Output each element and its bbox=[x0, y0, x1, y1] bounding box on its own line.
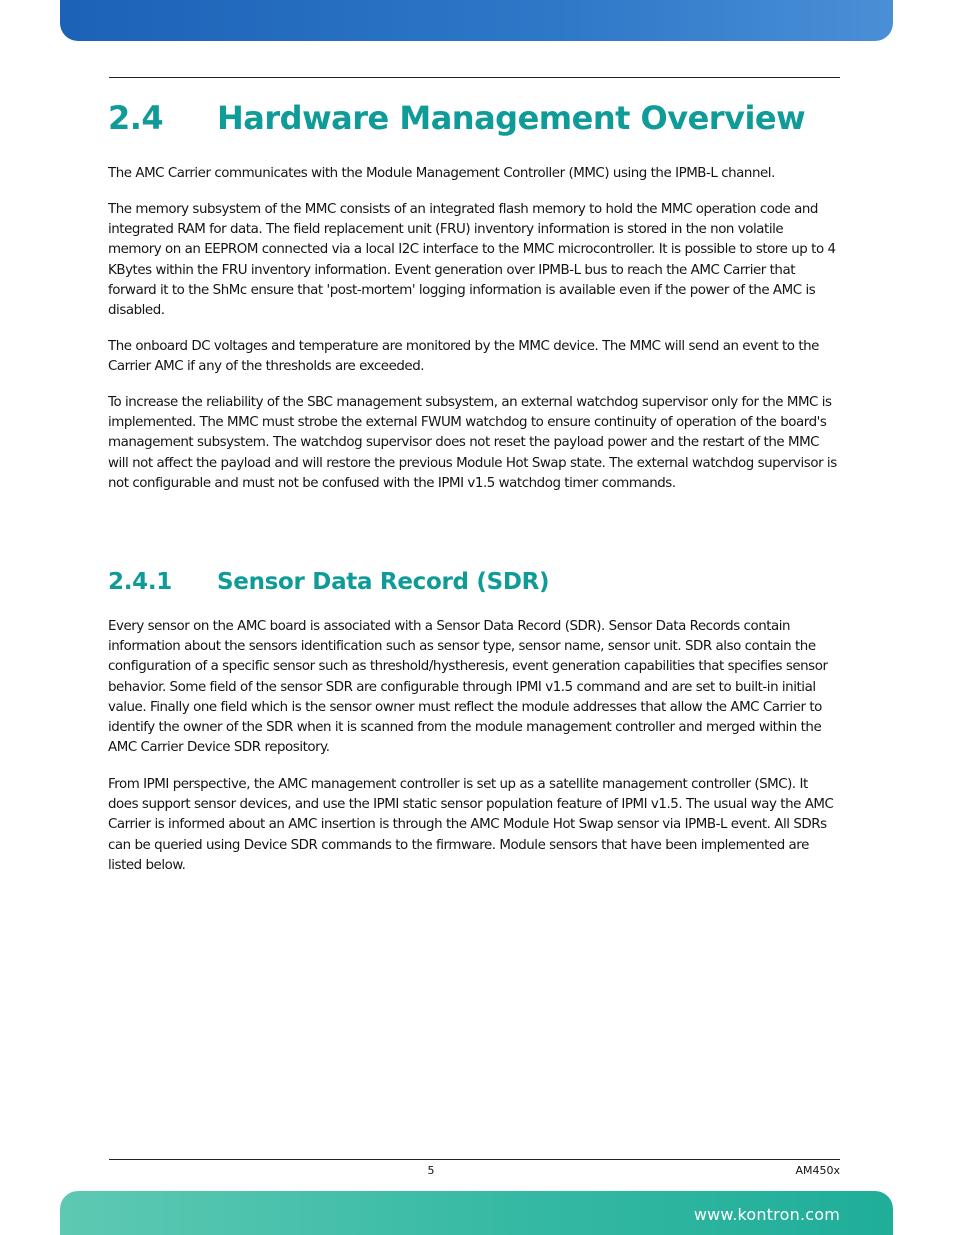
paragraph: To increase the reliability of the SBC management subsystem, an external watchdog supervisor only for the MMC is implemented. The MMC must strobe the external FWUM watchdog to ensure continuity of operation of the board's management subsystem. The watchdog supervisor does not reset the payload power and the restart of the MMC will not affect the payload and will restore the previous Module Hot Swap state. The external watchdog supervisor is not configurable and must not be confused with the IPMI v1.5 watchdog timer commands. bbox=[108, 395, 837, 491]
paragraph: From IPMI perspective, the AMC management controller is set up as a satellite management controller (SMC). It does support sensor devices, and use the IPMI static sensor population feature of IPMI v1.5. The usual way the AMC Carrier is informed about an AMC insertion is through the AMC Module Hot Swap sensor via IPMB-L event. All SDRs can be queried using Device SDR commands to the firmware. Module sensors that have been implemented are listed below. bbox=[108, 777, 834, 873]
paragraph: Every sensor on the AMC board is associated with a Sensor Data Record (SDR). Sensor Data Records contain information about the sensors identification such as sensor type, sensor name, sensor unit. SDR also contain the configuration of a specific sensor such as threshold/hystheresis, event generation capabilities that specifies sensor behavior. Some field of the sensor SDR are configurable through IPMI v1.5 command and are set to built-in initial value. Finally one field which is the sensor owner must reflect the module addresses that allow the AMC Carrier to identify the owner of the SDR when it is scanned from the module management controller and merged within the AMC Carrier Device SDR repository. bbox=[108, 619, 828, 756]
subsection-title: Sensor Data Record (SDR) bbox=[217, 569, 550, 595]
paragraph: The AMC Carrier communicates with the Module Management Controller (MMC) using the IPMB-L channel. bbox=[108, 166, 775, 181]
section-heading bbox=[108, 94, 805, 142]
footer-divider bbox=[109, 1159, 840, 1160]
subsection-heading bbox=[108, 564, 549, 600]
section-number: 2.4 bbox=[108, 99, 164, 137]
website-link[interactable]: www.kontron.com bbox=[693, 1205, 840, 1224]
page-number: 5 bbox=[427, 1164, 435, 1177]
document-id: AM450x bbox=[795, 1164, 840, 1177]
section-title: Hardware Management Overview bbox=[217, 99, 806, 137]
header-band bbox=[60, 0, 893, 41]
header-divider bbox=[109, 77, 840, 78]
paragraph: The memory subsystem of the MMC consists of an integrated flash memory to hold the MMC operation code and integrated RAM for data. The field replacement unit (FRU) inventory information is stored in the non volatile memory on an EEPROM connected via a local I2C interface to the MMC microcontroller. It is possible to store up to 4 KBytes within the FRU inventory information. Event generation over IPMB-L bus to reach the AMC Carrier that forward it to the ShMc ensure that 'post-mortem' logging information is available even if the power of the AMC is disabled. bbox=[108, 202, 836, 319]
subsection-number: 2.4.1 bbox=[108, 569, 172, 595]
footer-band bbox=[60, 1191, 893, 1235]
paragraph: The onboard DC voltages and temperature are monitored by the MMC device. The MMC will send an event to the Carrier AMC if any of the thresholds are exceeded. bbox=[108, 339, 819, 375]
